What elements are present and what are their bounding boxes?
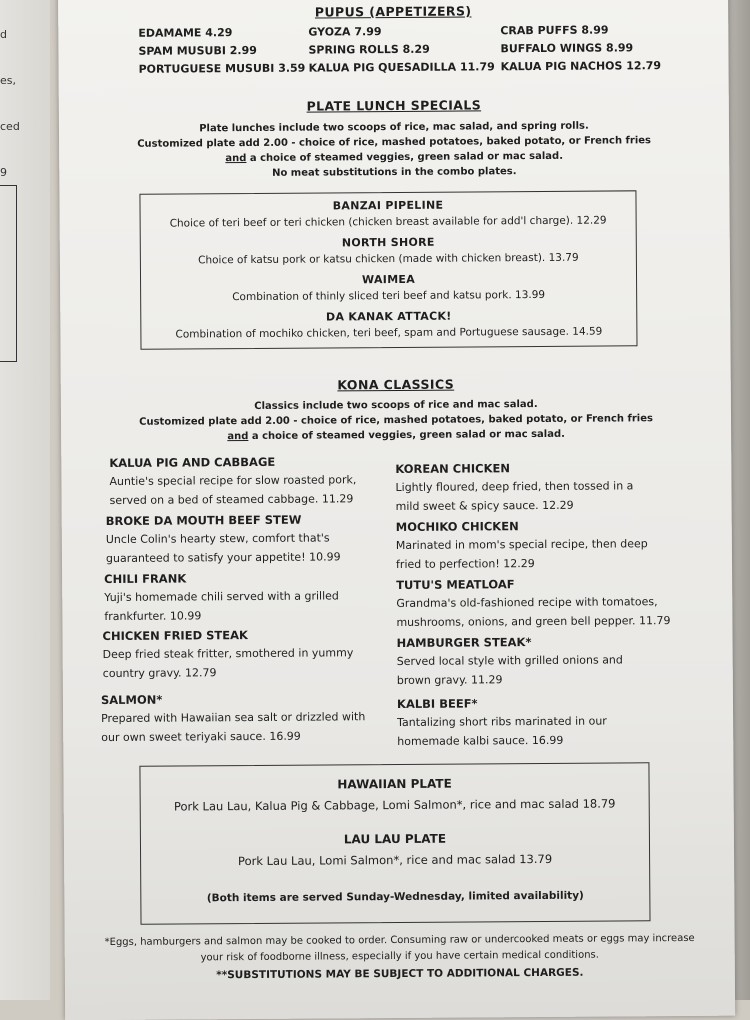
menu-item: KALUA PIG NACHOS 12.79 (500, 59, 662, 74)
item-name: LAU LAU PLATE (343, 831, 447, 847)
menu-item: CRAB PUFFS 8.99 (500, 23, 609, 38)
menu-page (58, 0, 735, 1020)
adjacent-page (0, 0, 50, 1000)
item-name: KOREAN CHICKEN (395, 461, 510, 476)
availability-note: (Both items are served Sunday-Wednesday, limited availability) (206, 889, 584, 905)
menu-item: BUFFALO WINGS 8.99 (500, 41, 634, 56)
item-desc: Choice of katsu pork or katsu chicken (made with chicken breast). 13.79 (198, 251, 579, 267)
item-desc: Lightly floured, deep fried, then tossed in a mild sweet & spicy sauce. 12.29 (395, 479, 634, 513)
text-fragment: d (0, 28, 7, 41)
item-desc: Uncle Colin's hearty stew, comfort that's guaranteed to satisfy your appetite! 10.99 (105, 531, 341, 566)
menu-item: SPAM MUSUBI 2.99 (138, 43, 257, 58)
menu-item: GYOZA 7.99 (308, 25, 382, 39)
intro-line: Customized plate add 2.00 - choice of rice, mashed potatoes, baked potato, or French fries (137, 135, 652, 150)
item-name: MOCHIKO CHICKEN (395, 519, 519, 534)
intro-line: and a choice of steamed veggies, green salad or mac salad. (225, 150, 564, 165)
intro-line: and a choice of steamed veggies, green salad or mac salad. (227, 428, 565, 443)
item-name: CHILI FRANK (104, 571, 187, 587)
item-desc: Choice of teri beef or teri chicken (chicken breast available for add'l charge). 12.29 (169, 214, 607, 230)
item-name: HAWAIIAN PLATE (337, 776, 452, 792)
item-name: CHICKEN FRIED STEAK (102, 628, 248, 644)
menu-item: KALUA PIG QUESADILLA 11.79 (308, 60, 495, 75)
item-name: WAIMEA (361, 272, 416, 287)
text-fragment: 9 (0, 166, 7, 179)
intro-line: Customized plate add 2.00 - choice of rice, mashed potatoes, baked potato, or French fries (139, 413, 653, 428)
intro-line: Plate lunches include two scoops of rice, mac salad, and spring rolls. (199, 120, 589, 135)
text-fragment: es, (0, 74, 16, 87)
item-name: HAMBURGER STEAK* (396, 635, 532, 650)
menu-item: PORTUGUESE MUSUBI 3.59 (138, 61, 306, 76)
item-name: KALBI BEEF* (396, 696, 478, 711)
hawaiian-plate-box (139, 762, 650, 925)
intro-line: Classics include two scoops of rice and mac salad. (254, 399, 538, 412)
item-desc: Pork Lau Lau, Kalua Pig & Cabbage, Lomi Salmon*, rice and mac salad 18.79 (173, 796, 616, 814)
item-desc: Yuji's homemade chili served with a grilled frankfurter. 10.99 (104, 589, 339, 624)
kona-classics-title: KONA CLASSICS (337, 376, 455, 393)
kona-intro (61, 396, 731, 446)
item-name: KALUA PIG AND CABBAGE (109, 454, 276, 470)
item-name: TUTU'S MEATLOAF (396, 577, 515, 592)
plate-lunch-box (139, 190, 637, 349)
item-desc: Pork Lau Lau, Lomi Salmon*, rice and mac salad 13.79 (237, 851, 553, 869)
item-desc: Deep fried steak fritter, smothered in yummy country gravy. 12.79 (102, 646, 354, 681)
item-name: SALMON* (100, 692, 163, 708)
item-desc: Prepared with Hawaiian sea salt or drizzled with our own sweet teriyaki sauce. 16.99 (101, 710, 366, 745)
item-desc: Auntie's special recipe for slow roasted pork, served on a bed of steamed cabbage. 11.29 (109, 473, 357, 507)
item-desc: Grandma's old-fashioned recipe with tomatoes, mushrooms, onions, and green bell pepper. 11.79 (396, 595, 671, 629)
item-name: NORTH SHORE (341, 235, 435, 250)
pupus-title: PUPUS (APPETIZERS) (314, 3, 472, 20)
plate-lunch-title: PLATE LUNCH SPECIALS (306, 97, 482, 114)
text-fragment: ced (0, 120, 20, 133)
item-desc: Tantalizing short ribs marinated in our homemade kalbi sauce. 16.99 (397, 714, 607, 748)
box-fragment (0, 185, 17, 362)
disclaimer: *Eggs, hamburgers and salmon may be cooked to order. Consuming raw or undercooked meats or eggs may increase your risk of foodborne illness, especially if you have certain medical conditions. (104, 932, 695, 964)
item-name: BROKE DA MOUTH BEEF STEW (105, 512, 302, 529)
item-desc: Marinated in mom's special recipe, then deep fried to perfection! 12.29 (395, 537, 648, 571)
plate-lunch-intro (59, 118, 729, 183)
menu-item: EDAMAME 4.29 (138, 26, 233, 40)
intro-line: No meat substitutions in the combo plates. (272, 166, 517, 179)
item-desc: Combination of thinly sliced teri beef and katsu pork. 13.99 (232, 288, 546, 304)
item-name: BANZAI PIPELINE (332, 198, 444, 213)
item-name: DA KANAK ATTACK! (325, 309, 452, 324)
menu-item: SPRING ROLLS 8.29 (308, 42, 430, 57)
item-desc: Served local style with grilled onions and brown gravy. 11.29 (396, 653, 623, 687)
substitution-note: **SUBSTITUTIONS MAY BE SUBJECT TO ADDITIONAL CHARGES. (216, 966, 584, 982)
item-desc: Combination of mochiko chicken, teri beef, spam and Portuguese sausage. 14.59 (175, 325, 603, 341)
